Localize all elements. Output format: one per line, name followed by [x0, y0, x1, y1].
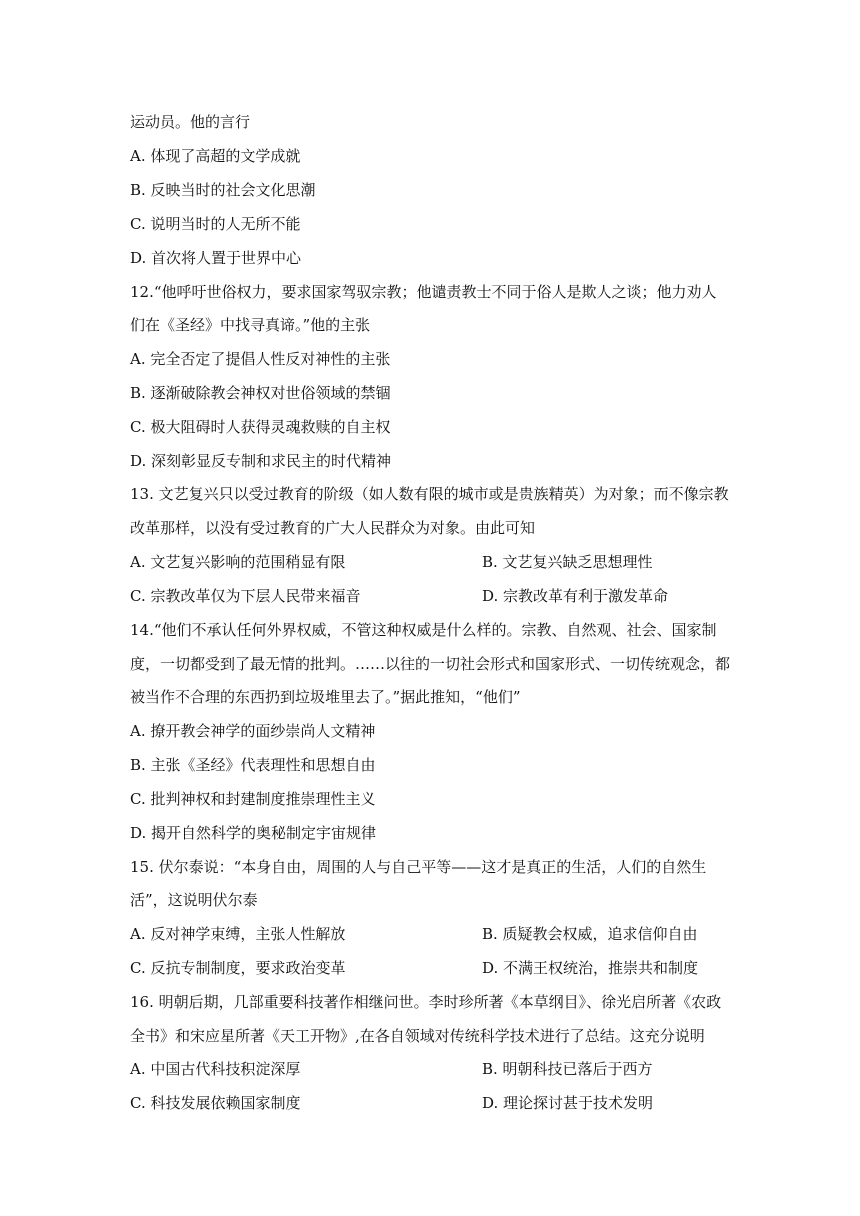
question-stem: 度，一切都受到了最无情的批判。……以往的一切社会形式和国家形式、一切传统观念，都	[130, 655, 731, 673]
option-a: A. 反对神学束缚，主张人性解放	[130, 925, 346, 943]
option-b: B. 质疑教会权威，追求信仰自由	[482, 925, 698, 943]
option-a: A. 撩开教会神学的面纱崇尚人文精神	[130, 722, 376, 740]
option-c: C. 科技发展依赖国家制度	[130, 1094, 301, 1112]
question-stem: 们在《圣经》中找寻真谛。”他的主张	[130, 316, 371, 334]
option-b: B. 主张《圣经》代表理性和思想自由	[130, 756, 376, 774]
option-c: C. 说明当时的人无所不能	[130, 215, 301, 233]
question-11-stem-tail: 运动员。他的言行	[130, 113, 251, 131]
option-d: D. 不满王权统治，推崇共和制度	[482, 959, 699, 977]
option-a: A. 文艺复兴影响的范围稍显有限	[130, 553, 346, 571]
option-a: A. 中国古代科技积淀深厚	[130, 1060, 301, 1078]
option-d: D. 首次将人置于世界中心	[130, 249, 302, 267]
option-b: B. 反映当时的社会文化思潮	[130, 181, 316, 199]
option-d: D. 理论探讨甚于技术发明	[482, 1094, 654, 1112]
option-d: D. 深刻彰显反专制和求民主的时代精神	[130, 452, 392, 470]
option-d: D. 宗教改革有利于激发革命	[482, 587, 669, 605]
option-a: A. 完全否定了提倡人性反对神性的主张	[130, 350, 391, 368]
question-stem: 16. 明朝后期，几部重要科技著作相继问世。李时珍所著《本草纲目》、徐光启所著《农政	[130, 993, 722, 1011]
question-stem: 14.“他们不承认任何外界权威，不管这种权威是什么样的。宗教、自然观、社会、国家制	[130, 621, 717, 639]
option-c: C. 极大阻碍时人获得灵魂救赎的自主权	[130, 418, 391, 436]
option-d: D. 揭开自然科学的奥秘制定宇宙规律	[130, 824, 377, 842]
question-stem: 活”，这说明伏尔泰	[130, 891, 258, 909]
option-c: C. 反抗专制制度，要求政治变革	[130, 959, 346, 977]
question-stem: 15. 伏尔泰说：“本身自由，周围的人与自己平等——这才是真正的生活，人们的自然生	[130, 858, 707, 876]
question-stem: 13. 文艺复兴只以受过教育的阶级（如人数有限的城市或是贵族精英）为对象；而不像宗教	[130, 485, 729, 503]
option-c: C. 宗教改革仅为下层人民带来福音	[130, 587, 361, 605]
question-stem: 12.“他呼吁世俗权力，要求国家驾驭宗教；他谴责教士不同于俗人是欺人之谈；他力劝人	[130, 283, 717, 301]
question-stem: 改革那样，以没有受过教育的广大人民群众为对象。由此可知	[130, 519, 536, 537]
question-stem: 全书》和宋应星所著《天工开物》,在各自领域对传统科学技术进行了总结。这充分说明	[130, 1027, 705, 1045]
option-b: B. 明朝科技已落后于西方	[482, 1060, 653, 1078]
option-c: C. 批判神权和封建制度推崇理性主义	[130, 790, 376, 808]
option-b: B. 文艺复兴缺乏思想理性	[482, 553, 653, 571]
question-stem: 被当作不合理的东西扔到垃圾堆里去了。”据此推知，“他们”	[130, 688, 521, 706]
option-a: A. 体现了高超的文学成就	[130, 147, 301, 165]
option-b: B. 逐渐破除教会神权对世俗领域的禁锢	[130, 384, 391, 402]
